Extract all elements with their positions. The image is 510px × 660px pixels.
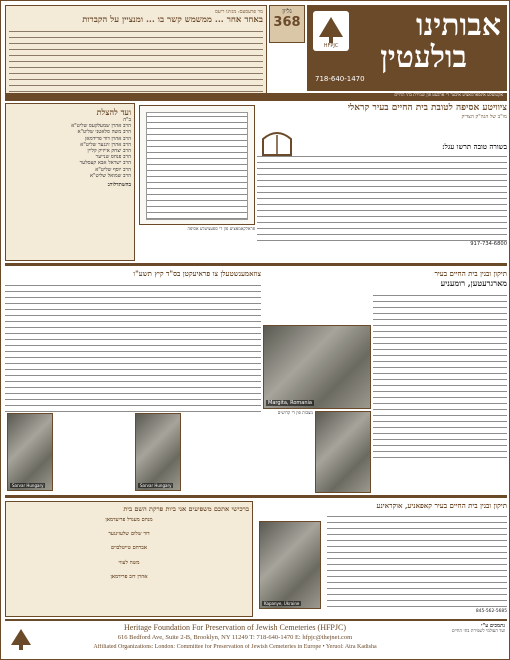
section-bottom-left	[5, 501, 253, 617]
section-bottom-right-phone: 845-562-5685	[475, 609, 507, 614]
cemetery-logo	[259, 127, 295, 157]
masthead-phone: 718-640-1470	[315, 75, 365, 83]
cemetery-photo-kapanye	[259, 521, 321, 609]
cemetery-photo-main	[263, 325, 371, 409]
feature-lead: בשורה טובה תרשו עגל:	[442, 142, 507, 152]
section-left-text	[5, 282, 261, 412]
memorial-name: הרב פנחס שנייער	[95, 154, 131, 161]
section-bottom-right-heading: תיקון ובנין בית החיים בעיר קאפאניע, אוקראינע	[376, 501, 507, 510]
memorial-name: הרב יצחק אייזיק קליין	[87, 148, 131, 155]
poster-image	[139, 105, 255, 225]
footer-affiliates: Affiliated Organizations: London: Committee for Preservation of Jewish Cemeteries in Europe • Yeruol: Atra Kadisha	[93, 644, 377, 650]
section-right-heading: תיקון ובנין בית החיים בעיר	[434, 269, 507, 278]
masthead-title-line2: בולעטין	[380, 41, 467, 75]
memorial-box	[5, 103, 135, 261]
footer-logo	[7, 625, 35, 653]
section-divider	[5, 495, 507, 498]
donor-name: מנחם מענדל פריעדמאן	[105, 517, 153, 523]
memorial-name: הרב ישראל אבא קעסלער	[79, 160, 131, 167]
footer	[5, 619, 507, 657]
section-bottom-left-heading: ברכישי אתכם משפיעים אני ביות פרקת השם בית	[123, 505, 249, 513]
masthead-title-line1: אבותינו	[416, 9, 501, 43]
cemetery-gate-icon	[259, 127, 295, 157]
memorial-name: הרב אהרן זינגער שליט"א	[80, 141, 131, 148]
subhead-strip	[5, 93, 507, 101]
memorial-title: ועד להצלת	[96, 107, 131, 117]
poster-caption: פראלקאמאציע פון די ספעציעלע אסיפה	[187, 227, 255, 232]
memorial-name: הרב משה סלאטני שליט"א	[77, 129, 131, 136]
memorial-name: הרב שמואל שליט"א	[89, 172, 131, 179]
memorial-name: הרב אהרן שמעלקעס שליט"א	[71, 123, 131, 130]
footer-hebrew	[429, 623, 505, 657]
logo-box	[313, 11, 349, 51]
photo-caption: Kapanye, Ukraine	[264, 601, 300, 606]
section-bottom-right-text	[327, 513, 507, 609]
top-headline: באחד אחר ... ממשמש קשר בו ... ומנציין על הקברות	[82, 15, 263, 26]
feature-text	[257, 153, 507, 241]
section-right	[373, 269, 507, 493]
subhead-text: אקטועלע אינפארמאציע איבער די ארבעט פון שמירת בתי החיים	[394, 93, 503, 98]
top-article-text	[9, 28, 263, 94]
donor-list	[9, 517, 249, 580]
footer-address: 616 Bedford Ave, Suite 2-B, Brooklyn, NY 11249 T: 718-640-1470 E: hfpjc@thejnet.com	[117, 634, 353, 641]
hfpjc-logo-icon	[7, 625, 35, 653]
photo-note: מצבות פון די קדושים	[277, 411, 313, 416]
feature-subheading: מו"ב של הגה"ק הצדיק	[461, 114, 507, 120]
photo-caption: Sarvar Hungary	[140, 483, 172, 488]
footer-hebrew-org: ועד העולמי לשמירת בתי החיים	[451, 629, 505, 635]
donor-name: אברהם טייטלבוים	[110, 545, 148, 552]
poster-text	[147, 113, 247, 219]
photo-caption: Margita, Romania	[268, 400, 312, 406]
section-right-city: מארגרעטען, רומעניע	[440, 278, 507, 288]
section-left-heading: צוזאמענשטעלן צו פראיעקטן בס"ד קיץ תשע"ו	[133, 269, 261, 278]
feature-section	[257, 103, 507, 261]
masthead	[307, 5, 507, 91]
memorial-name: הרב אהרן דוד פרידמאן	[85, 135, 131, 142]
donor-name: דוד שלום שלעזינגער	[108, 531, 150, 538]
memorial-name: הרב יוסף שליט"א	[95, 166, 131, 173]
gravestone-photo-2	[135, 413, 181, 491]
memorial-names	[9, 123, 131, 179]
issue-box	[269, 5, 305, 43]
gravestone-photo-1	[7, 413, 53, 491]
photo-caption: Sarvar Hungary	[12, 483, 44, 488]
memorial-footer: בהשתדלות:	[107, 182, 131, 189]
memorial-subtitle: ב"ה	[123, 117, 131, 123]
feature-heading: ציוויטע אסיפה לטובת בית החיים בעיר קראלי	[347, 103, 507, 113]
issue-label: גליון	[282, 8, 292, 15]
logo-text: HFPJC	[323, 43, 339, 49]
donor-name: אהרן דוב פרידמאן	[110, 573, 148, 580]
footer-hebrew-note: נתמכים ע"י	[481, 623, 505, 629]
issue-number: 368	[273, 15, 301, 30]
feature-contact: 917-734-6800	[470, 241, 507, 248]
footer-org-name: Heritage Foundation For Preservation of Jewish Cemeteries (HFPJC)	[124, 623, 346, 632]
top-article	[5, 5, 267, 97]
section-right-text	[373, 292, 507, 462]
section-divider	[5, 263, 507, 266]
publisher-note: מר פרעסעס: מגזינו ריעס	[215, 9, 263, 15]
cemetery-photo-secondary	[315, 411, 371, 493]
donor-name: משה לעווי	[118, 559, 140, 566]
